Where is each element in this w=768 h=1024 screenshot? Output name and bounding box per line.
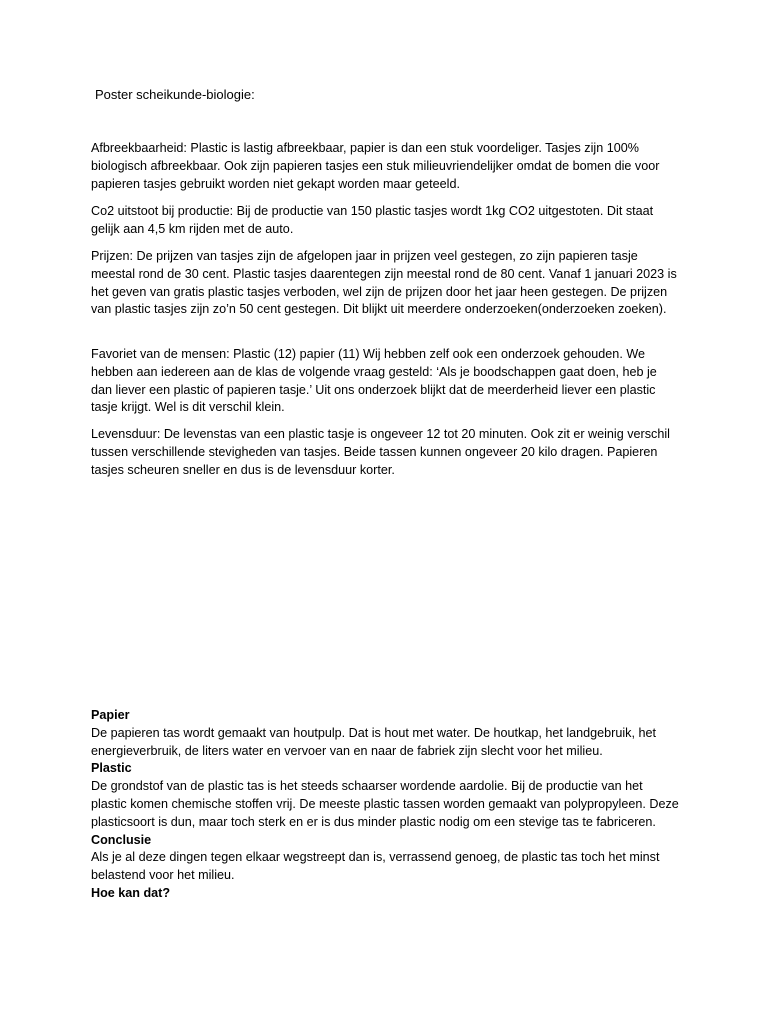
paragraph-favoriet: Favoriet van de mensen: Plastic (12) papier (11) Wij hebben zelf ook een onderzoek gehouden. We hebben aan iedereen aan de klas de volgende vraag gesteld: ‘Als je boodschappen gaat doen, heb je dan liever een plastic of papieren tasje.’ Uit ons onderzoek blijkt dat de meerderheid liever een plastic tasje krijgt. Wel is dit verschil klein. <box>91 347 657 415</box>
section-hoe-kan-dat <box>91 885 681 903</box>
section-conclusie <box>91 832 681 885</box>
paragraph-co2-uitstoot: Co2 uitstoot bij productie: Bij de productie van 150 plastic tasjes wordt 1kg CO2 uitgestoten. Dit staat gelijk aan 4,5 km rijden met de auto. <box>91 204 654 236</box>
section-heading: Hoe kan dat? <box>91 885 171 900</box>
section-text: Als je al deze dingen tegen elkaar wegstreept dan is, verrassend genoeg, de plastic tas toch het minst belastend voor het milieu. <box>91 850 660 883</box>
sections-block <box>91 707 681 903</box>
section-heading: Papier <box>91 708 130 722</box>
section-papier <box>91 707 681 760</box>
paragraph-afbreekbaarheid: Afbreekbaarheid: Plastic is lastig afbreekbaar, papier is dan een stuk voordeliger. Tasjes zijn 100% biologisch afbreekbaar. Ook zijn papieren tasjes een stuk milieuvriendelijker omdat de bomen die voor papieren tasjes gebruikt worden niet gekapt worden maar geteeld. <box>91 141 660 191</box>
paragraph-prijzen: Prijzen: De prijzen van tasjes zijn de afgelopen jaar in prijzen veel gestegen, zo zijn papieren tasje meestal rond de 30 cent. Plastic tasjes daarentegen zijn meestal rond de 80 cent. Vanaf 1 januari 2023 is het geven van gratis plastic tasjes verboden, wel zijn de prijzen door het jaar heen gestegen. De prijzen van plastic tasjes zijn zo’n 50 cent gestegen. Dit blijkt uit meerdere onderzoeken(onderzoeken zoeken). <box>91 249 677 317</box>
section-text: De grondstof van de plastic tas is het steeds schaarser wordende aardolie. Bij de productie van het plastic komen chemische stoffen vrij. De meeste plastic tassen worden gemaakt van polypropyleen. Deze plasticsoort is dun, maar toch sterk en er is dus minder plastic nodig om een stevige tas te fabriceren. <box>91 779 679 829</box>
section-plastic <box>91 760 681 831</box>
section-text: De papieren tas wordt gemaakt van houtpulp. Dat is hout met water. De houtkap, het landgebruik, het energieverbruik, de liters water en vervoer van en naar de fabriek zijn slecht voor het milieu. <box>91 725 656 758</box>
document-title: Poster scheikunde-biologie: <box>95 87 255 102</box>
paragraph-levensduur: Levensduur: De levenstas van een plastic tasje is ongeveer 12 tot 20 minuten. Ook zit er weinig verschil tussen verschillende stevigheden van tasjes. Beide tassen kunnen ongeveer 20 kilo dragen. Papieren tasjes scheuren sneller en dus is de levensduur korter. <box>91 427 670 477</box>
section-heading: Plastic <box>91 761 132 776</box>
section-heading: Conclusie <box>91 832 152 847</box>
